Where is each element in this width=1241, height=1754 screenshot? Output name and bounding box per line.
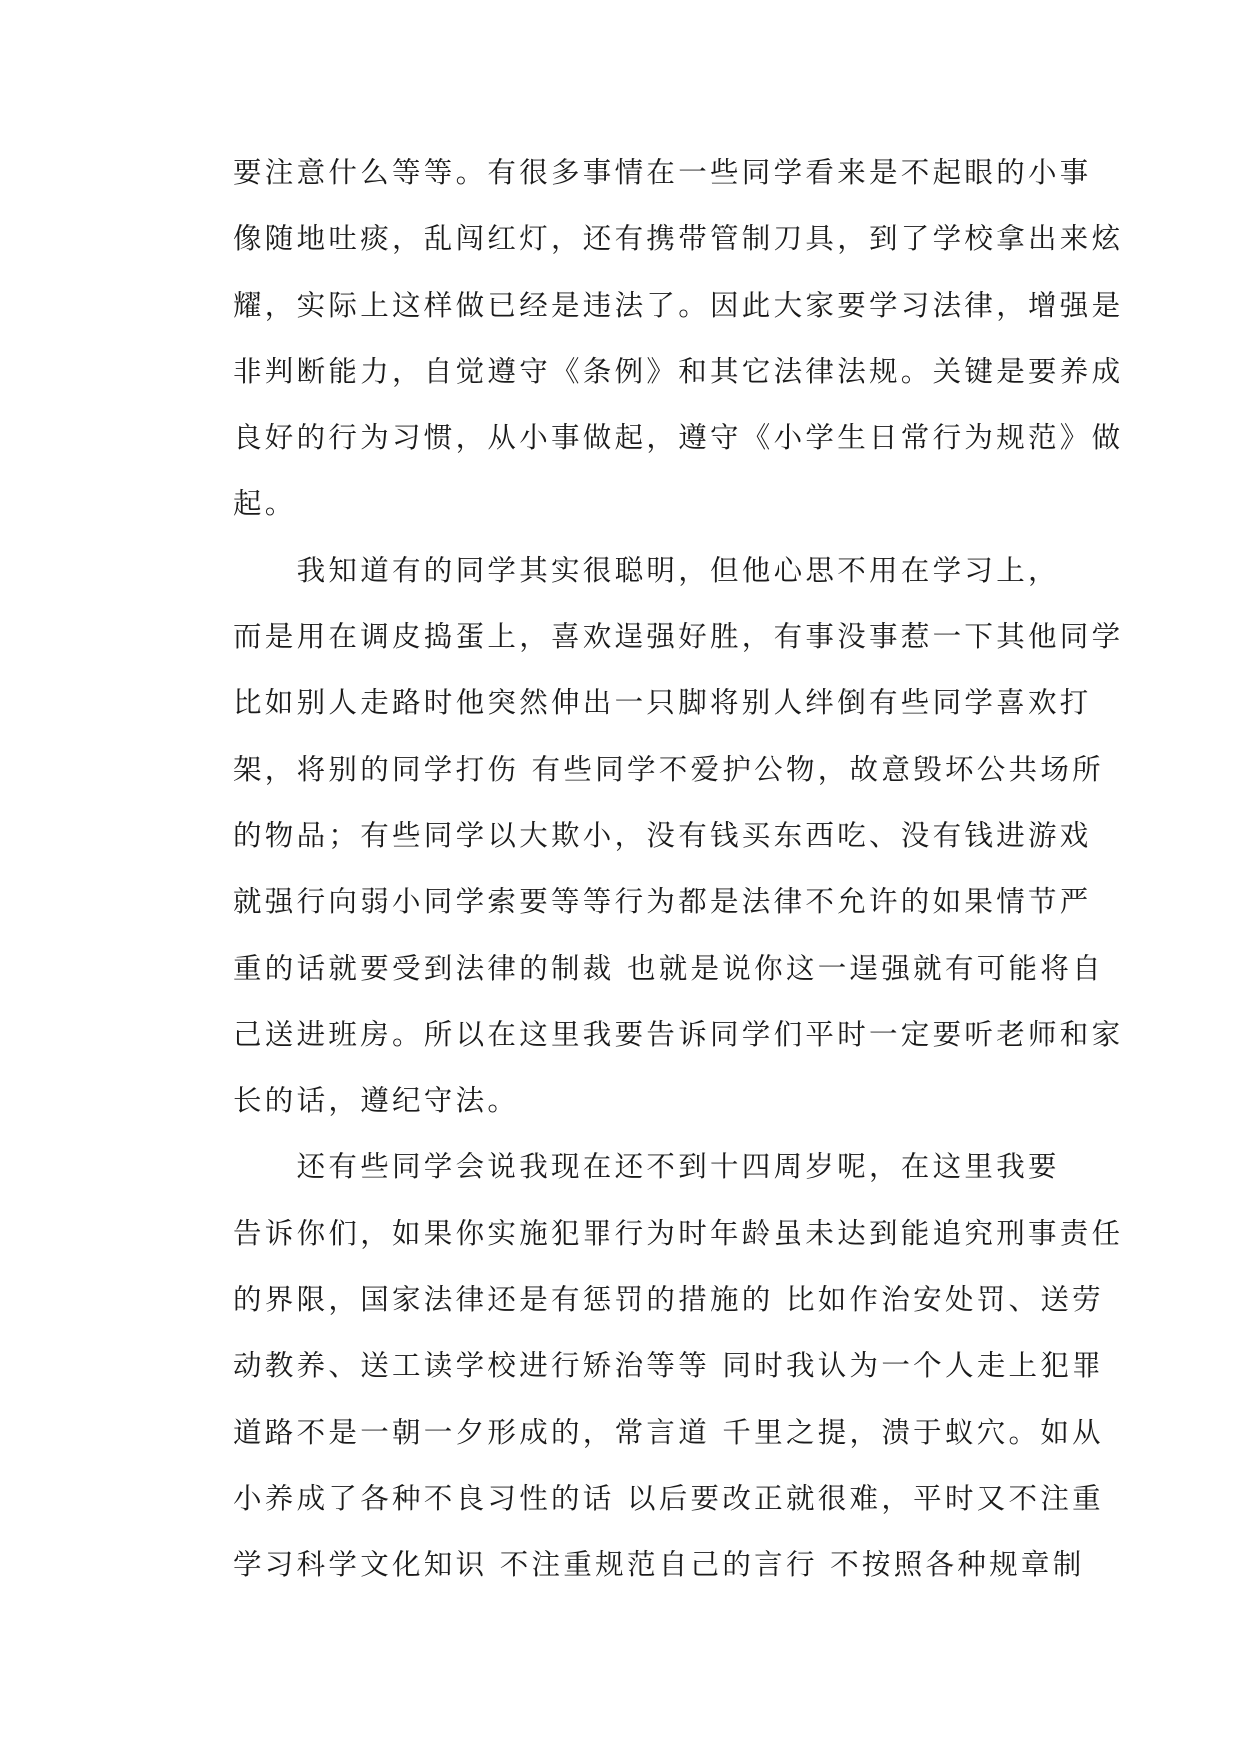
paragraph-2 [233, 538, 1124, 1135]
body-text [233, 140, 1124, 1599]
text-line: 起。 [233, 487, 297, 521]
paragraph-3 [233, 1134, 1124, 1598]
text-line: 良好的行为习惯，从小事做起，遵守《小学生日常行为规范》做 [233, 421, 1124, 455]
text-line: 比如别人走路时他突然伸出一只脚将别人绊倒有些同学喜欢打 [233, 686, 1092, 720]
text-line: 长的话，遵纪守法。 [233, 1084, 520, 1118]
text-line: 还有些同学会说我现在还不到十四周岁呢，在这里我要 [233, 1150, 1060, 1184]
text-line: 的物品；有些同学以大欺小，没有钱买东西吃、没有钱进游戏 [233, 818, 1092, 852]
text-line: 耀，实际上这样做已经是违法了。因此大家要学习法律，增强是 [233, 288, 1124, 322]
text-line: 就强行向弱小同学索要等等行为都是法律不允许的如果情节严 [233, 885, 1092, 919]
text-line: 动教养、送工读学校进行矫治等等 同时我认为一个人走上犯罪 [233, 1349, 1104, 1383]
text-line: 小养成了各种不良习性的话 以后要改正就很难，平时又不注重 [233, 1481, 1104, 1515]
paragraph-1 [233, 140, 1124, 538]
text-line: 道路不是一朝一夕形成的，常言道 千里之提，溃于蚁穴。如从 [233, 1415, 1104, 1449]
text-line: 的界限，国家法律还是有惩罚的措施的 比如作治安处罚、送劳 [233, 1283, 1104, 1317]
text-line: 己送进班房。所以在这里我要告诉同学们平时一定要听老师和家 [233, 1017, 1124, 1051]
text-line: 架，将别的同学打伤 有些同学不爱护公物，故意毁坏公共场所 [233, 752, 1104, 786]
text-line: 像随地吐痰，乱闯红灯，还有携带管制刀具，到了学校拿出来炫 [233, 222, 1124, 256]
text-line: 我知道有的同学其实很聪明，但他心思不用在学习上， [233, 553, 1060, 587]
text-line: 非判断能力，自觉遵守《条例》和其它法律法规。关键是要养成 [233, 354, 1124, 388]
text-line: 要注意什么等等。有很多事情在一些同学看来是不起眼的小事 [233, 156, 1092, 189]
text-line: 而是用在调皮捣蛋上，喜欢逞强好胜，有事没事惹一下其他同学 [233, 620, 1124, 654]
text-line: 重的话就要受到法律的制裁 也就是说你这一逞强就有可能将自 [233, 951, 1104, 985]
text-line: 学习科学文化知识 不注重规范自己的言行 不按照各种规章制 [233, 1548, 1085, 1582]
text-line: 告诉你们，如果你实施犯罪行为时年龄虽未达到能追究刑事责任 [233, 1216, 1124, 1250]
